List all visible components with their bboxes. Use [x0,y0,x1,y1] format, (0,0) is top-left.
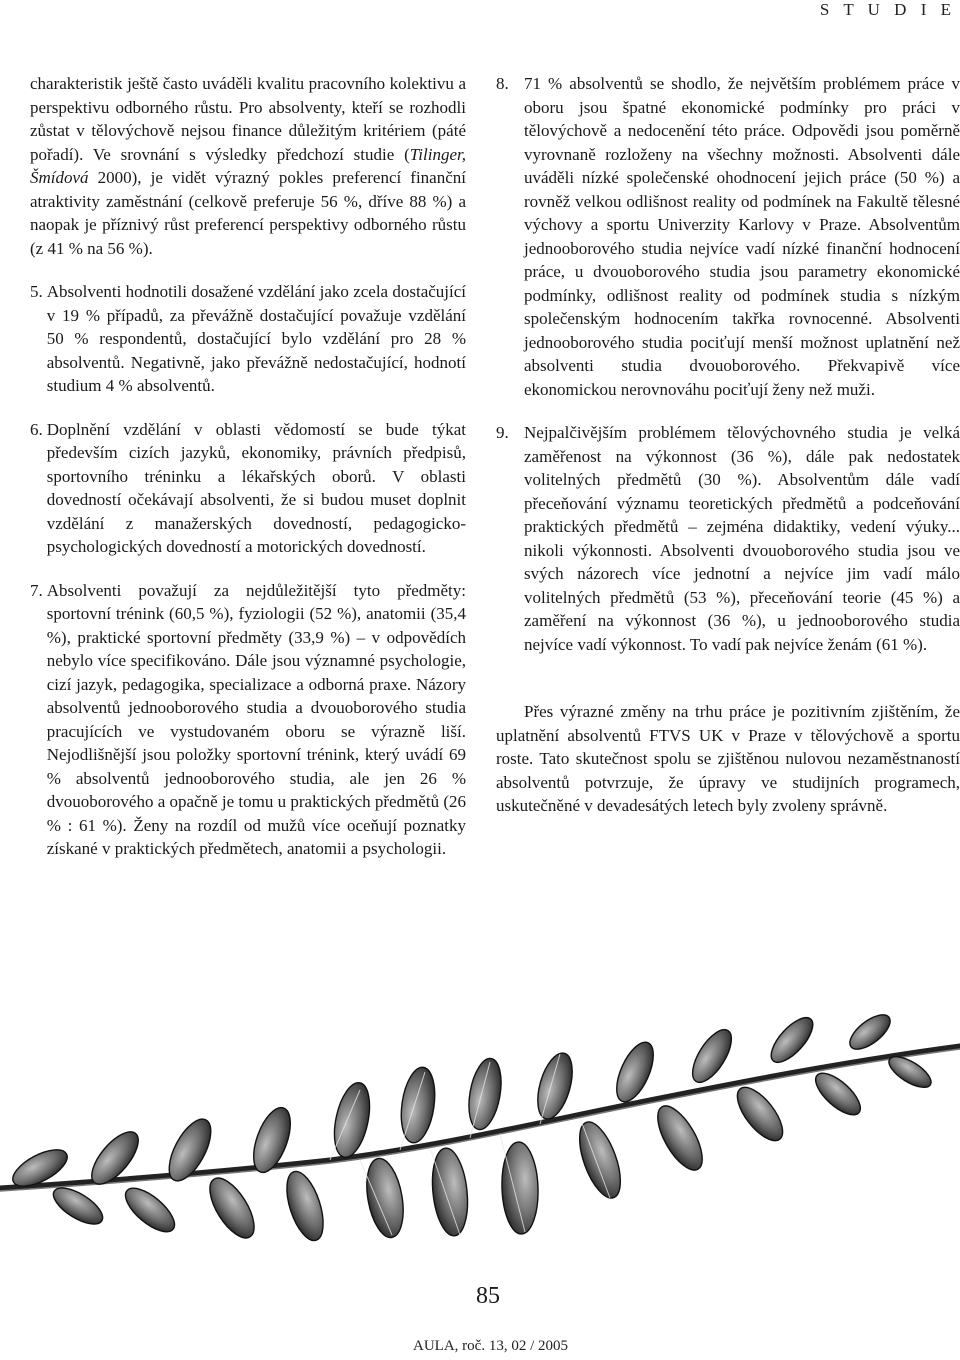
right-column [496,72,960,838]
list-item-5 [30,280,466,398]
list-number: 7. [30,580,43,600]
list-text: Absolventi hodnotili dosažené vzdělání jako zcela dostačující v 19 % případů, za převážně dostačující považuje vzdělání 50 % respondentů, dostačující bylo vzdělání pro 28 % absolventů. Negativně, jako převážně nedostačující, hodnotí studium 4 % absolventů. [46,282,466,395]
list-item-8 [496,72,960,401]
intro-text: charakteristik ještě často uváděli kvalitu pracovního kolektivu a perspektivu odborného růstu. Pro absolventy, kteří se rozhodli zůstat v tělovýchově nejsou finance důležitým kritériem (páté pořadí). Ve srovnání s výsledky předchozí studie ( [30,74,466,164]
list-text: Doplnění vzdělání v oblasti vědomostí se bude týkat především cizích jazyků, ekonomiky, právních předpisů, sportovního tréninku a lékařských oborů. V oblasti dovedností očekávají absolventi, že si budou muset doplnit vzdělání z manažerských dovedností, pedagogicko-psychologických dovedností a motorických dovedností. [46,419,466,556]
list-number: 9. [496,423,509,442]
citation-authors: Tilinger, Šmídová [30,144,466,187]
list-number: 5. [30,282,43,301]
left-column [30,72,466,881]
list-number: 8. [496,74,509,93]
list-text: Absolventi považují za nejdůležitější tyto předměty: sportovní trénink (60,5 %), fyziologii (52 %), anatomii (35,4 %), praktické sportovní předměty (33,9 %) – v odpovědích nebylo více specifikováno. Dále jsou významné psychologie, cizí jazyk, pedagogika, specializace a odborná praxe. Názory absolventů jednooborového studia a dvouoborového studia pracujících ve vystudovaném oboru se výrazně liší. Nejodlišnější jsou položky sportovní trénink, který uvádí 69 % absolventů jednooborového studia, ale jen 26 % dvouoborového a opačně je tomu u praktických předmětů (26 % : 61 %). Ženy na rozdíl od mužů více oceňují poznatky získané v praktických předmětech, anatomii a psychologii. [46,580,466,858]
closing-paragraph: Přes výrazné změny na trhu práce je pozitivním zjištěním, že uplatnění absolventů FTVS UK v Praze v tělovýchově a sportu roste. Tato skutečnost spolu se zjištěnou nulovou nezaměstnaností absolventů potvrzuje, že úpravy ve studijních programech, uskutečněné v devadesátých letech byly zvoleny správně. [496,702,960,815]
footer-citation: AULA, roč. 13, 02 / 2005 [413,1338,568,1354]
list-item-9 [496,421,960,656]
leafy-branch-engraving-icon [0,1010,960,1270]
list-text: Nejpalčivějším problémem tělovýchovného studia je velká zaměřenost na výkonnost (36 %), dále pak nedostatek volitelných předmětů (30 %). Absolventům dále vadí přeceňování významu teoretických předmětů a podceňování praktických předmětů – zejména didaktiky, vedení výuky... nikoli výkonnosti. Absolventi dvouoborového studia jsou ve svých názorech více jednotní a nejvíce jim vadí málo volitelných předmětů (53 %), přeceňování teorie (45 %) a zaměření na výkonnost (36 %), u jednooborového studia nejvíce vadí výkonnost. To vadí pak nejvíce ženám (61 %). [524,423,960,654]
list-number: 6. [30,419,43,439]
intro-text-rest: 2000), je vidět výrazný pokles preferencí finanční atraktivity zaměstnání (celkově preferuje 56 %, dříve 88 %) a naopak je příznivý růst preferencí perspektivy odborného růstu (z 41 % na 56 %). [30,168,466,258]
intro-paragraph [30,72,466,260]
section-label: S T U D I E [819,0,956,19]
list-item-6 [30,418,466,559]
list-text: 71 % absolventů se shodlo, že největším problémem práce v oboru jsou špatné ekonomické podmínky pro práci v tělovýchově a nedocenění této práce. Odpovědi jsou poměrně vyrovnaně rozloženy na všechny možnosti. Absolventi dále uváděli nízké společenské ohodnocení jejich práce (50 %) a rovněž velkou odlišnost reality od podmínek na Fakultě tělesné výchovy a sportu Univerzity Karlovy v Praze. Absolventům jednooborového studia nejvíce vadí nízké finanční hodnocení práce, u dvouoborového studia jsou parametry ekonomické podmínky, odlišnost reality od podmínek studia s nízkým společenským hodnocením takřka rovnocenné. Absolventi jednooborového studia pociťují menší možnost uplatnění než absolventi studia dvouoborového. Překvapivě více ekonomickou nerovnováhu pociťují ženy než muži. [524,74,960,399]
page-number: 85 [476,1283,500,1309]
list-item-7 [30,579,466,861]
